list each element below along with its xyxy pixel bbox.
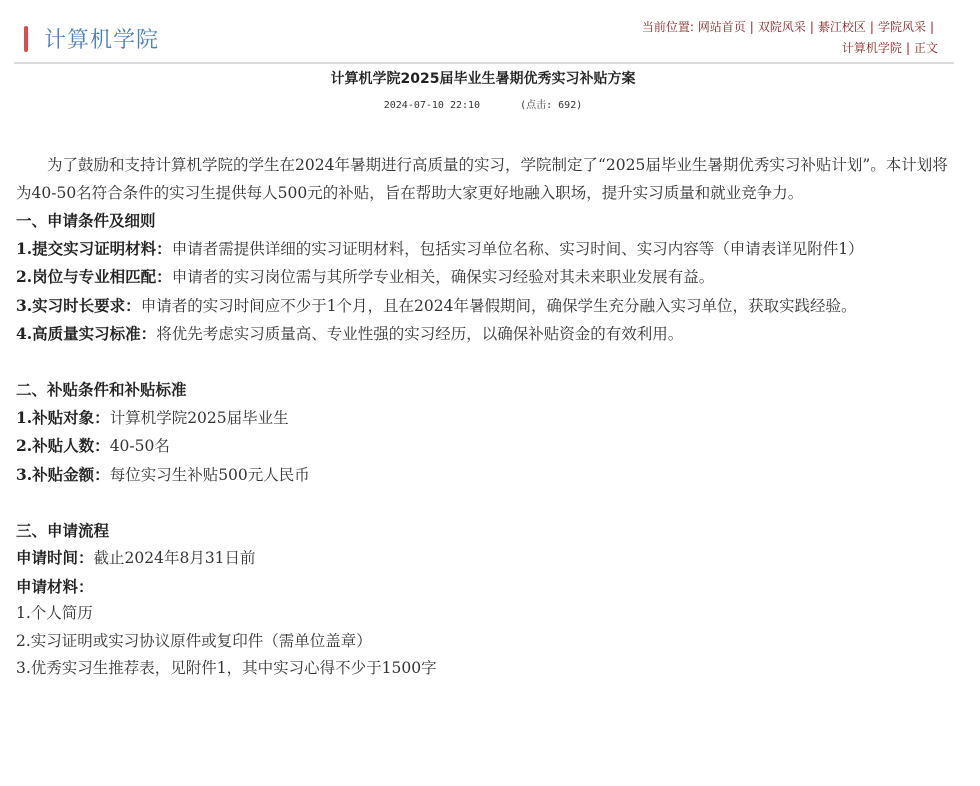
application-time-label: 申请时间： [16,548,94,567]
list-item-text: 申请者需提供详细的实习证明材料，包括实习单位名称、实习时间、实习内容等（申请表详见附件1） [171,239,864,258]
breadcrumb-separator: | [749,20,754,34]
list-item: 1.个人简历 [16,604,93,622]
list-item-text: 计算机学院2025届毕业生 [109,408,289,427]
list-item [16,404,956,433]
page-header [14,14,954,62]
view-count: 692 [558,100,577,111]
section-heading: 二、补贴条件和补贴标准 [16,380,187,399]
list-item [16,320,956,349]
breadcrumb-separator: | [905,41,910,55]
list-item-label: 1.补贴对象： [16,407,110,427]
article-meta [0,96,966,111]
section-heading: 三、申请流程 [16,520,110,540]
breadcrumb-link-article[interactable]: 正文 [913,41,938,55]
materials-label: 申请材料： [16,576,94,596]
list-item-text: 每位实习生补贴500元人民币 [109,465,310,484]
application-time [16,544,956,573]
list-item-text: 申请者的实习岗位需与其所学专业相关，确保实习经验对其未来职业发展有益。 [171,268,715,286]
list-item [16,292,956,321]
list-item [16,235,956,264]
list-item-text: 40-50名 [109,437,170,455]
list-item [16,263,956,292]
list-item-label: 4.高质量实习标准： [16,324,157,343]
application-time-text: 截止2024年8月31日前 [93,549,256,567]
list-item-label: 2.补贴人数： [16,436,110,455]
list-item [16,461,956,490]
breadcrumb-separator: | [809,20,814,34]
section-heading: 一、申请条件及细则 [16,211,156,230]
breadcrumb-separator: | [869,20,874,34]
list-item-label: 1.提交实习证明材料： [16,238,172,258]
article-body [16,152,956,683]
list-item-label: 3.实习时长要求： [16,295,141,315]
list-item [16,432,956,461]
list-item-text: 申请者的实习时间应不少于1个月，且在2024年暑假期间，确保学生充分融入实习单位，获取实践经验。 [140,296,857,315]
header-divider [14,62,954,64]
view-count-label: (点击: [520,100,553,111]
breadcrumb-link-cs-college[interactable]: 计算机学院 [841,41,902,55]
spacer [16,489,956,517]
publish-date: 2024-07-10 22:10 [383,100,481,111]
breadcrumb-prefix: 当前位置: [641,20,694,34]
breadcrumb-link-colleges[interactable]: 学院风采 [877,20,926,34]
list-item-label: 2.岗位与专业相匹配： [16,267,172,286]
spacer [16,349,956,377]
title-accent-bar [24,26,28,52]
list-item-text: 将优先考虑实习质量高、专业性强的实习经历，以确保补贴资金的有效利用。 [156,325,684,343]
list-item-label: 3.补贴金额： [16,464,110,484]
intro-paragraph: 为了鼓励和支持计算机学院的学生在2024年暑期进行高质量的实习，学院制定了“2025届毕业生暑期优秀实习补贴计划”。本计划将为40-50名符合条件的实习生提供每人500元的补贴，旨在帮助大家更好地融入职场，提升实习质量和就业竞争力。 [16,156,948,202]
breadcrumb-link-home[interactable]: 网站首页 [697,20,746,34]
breadcrumb [508,17,938,59]
breadcrumb-link-campuses[interactable]: 双院风采 [757,20,806,34]
list-item: 3.优秀实习生推荐表，见附件1，其中实习心得不少于1500字 [16,659,437,677]
breadcrumb-separator: | [929,20,934,34]
site-title: 计算机学院 [44,28,160,53]
list-item: 2.实习证明或实习协议原件或复印件（需单位盖章） [16,631,372,650]
article-title: 计算机学院2025届毕业生暑期优秀实习补贴方案 [330,71,636,87]
view-count-suffix: ) [576,100,583,111]
breadcrumb-link-qijiang[interactable]: 綦江校区 [817,20,866,34]
